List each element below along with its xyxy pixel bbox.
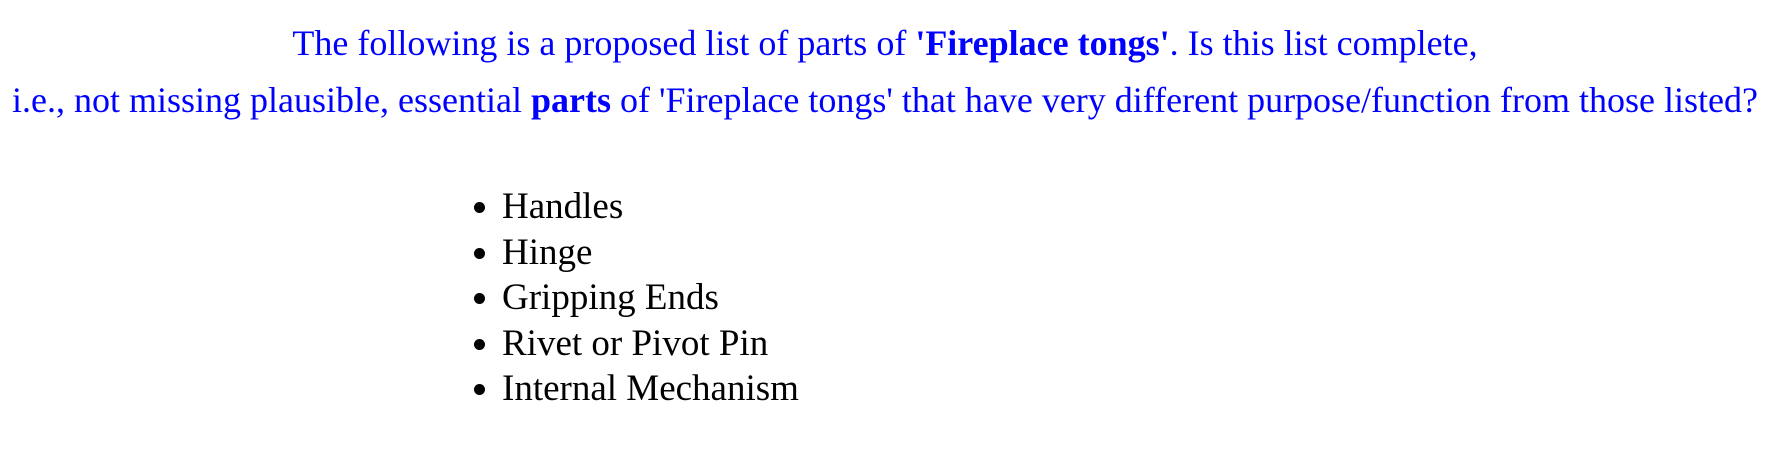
question-line1-pre: The following is a proposed list of parts of [292, 23, 916, 63]
question-line-2 [0, 72, 1770, 129]
question-line1-bold-subject: 'Fireplace tongs' [915, 23, 1170, 63]
list-item: • Hinge [502, 230, 1770, 276]
list-item: • Handles [502, 184, 1770, 230]
list-item: • Gripping Ends [502, 275, 1770, 321]
question-line1-post: . Is this list complete, [1169, 23, 1478, 63]
question-line-1 [0, 15, 1770, 72]
parts-list [0, 184, 1770, 412]
question-text [0, 15, 1770, 129]
list-item: • Internal Mechanism [502, 366, 1770, 412]
question-line2-pre: i.e., not missing plausible, essential [12, 80, 531, 120]
question-line2-post: of 'Fireplace tongs' that have very different purpose/function from those listed? [610, 80, 1758, 120]
question-line2-bold-parts: parts [530, 80, 611, 120]
list-item: • Rivet or Pivot Pin [502, 321, 1770, 367]
